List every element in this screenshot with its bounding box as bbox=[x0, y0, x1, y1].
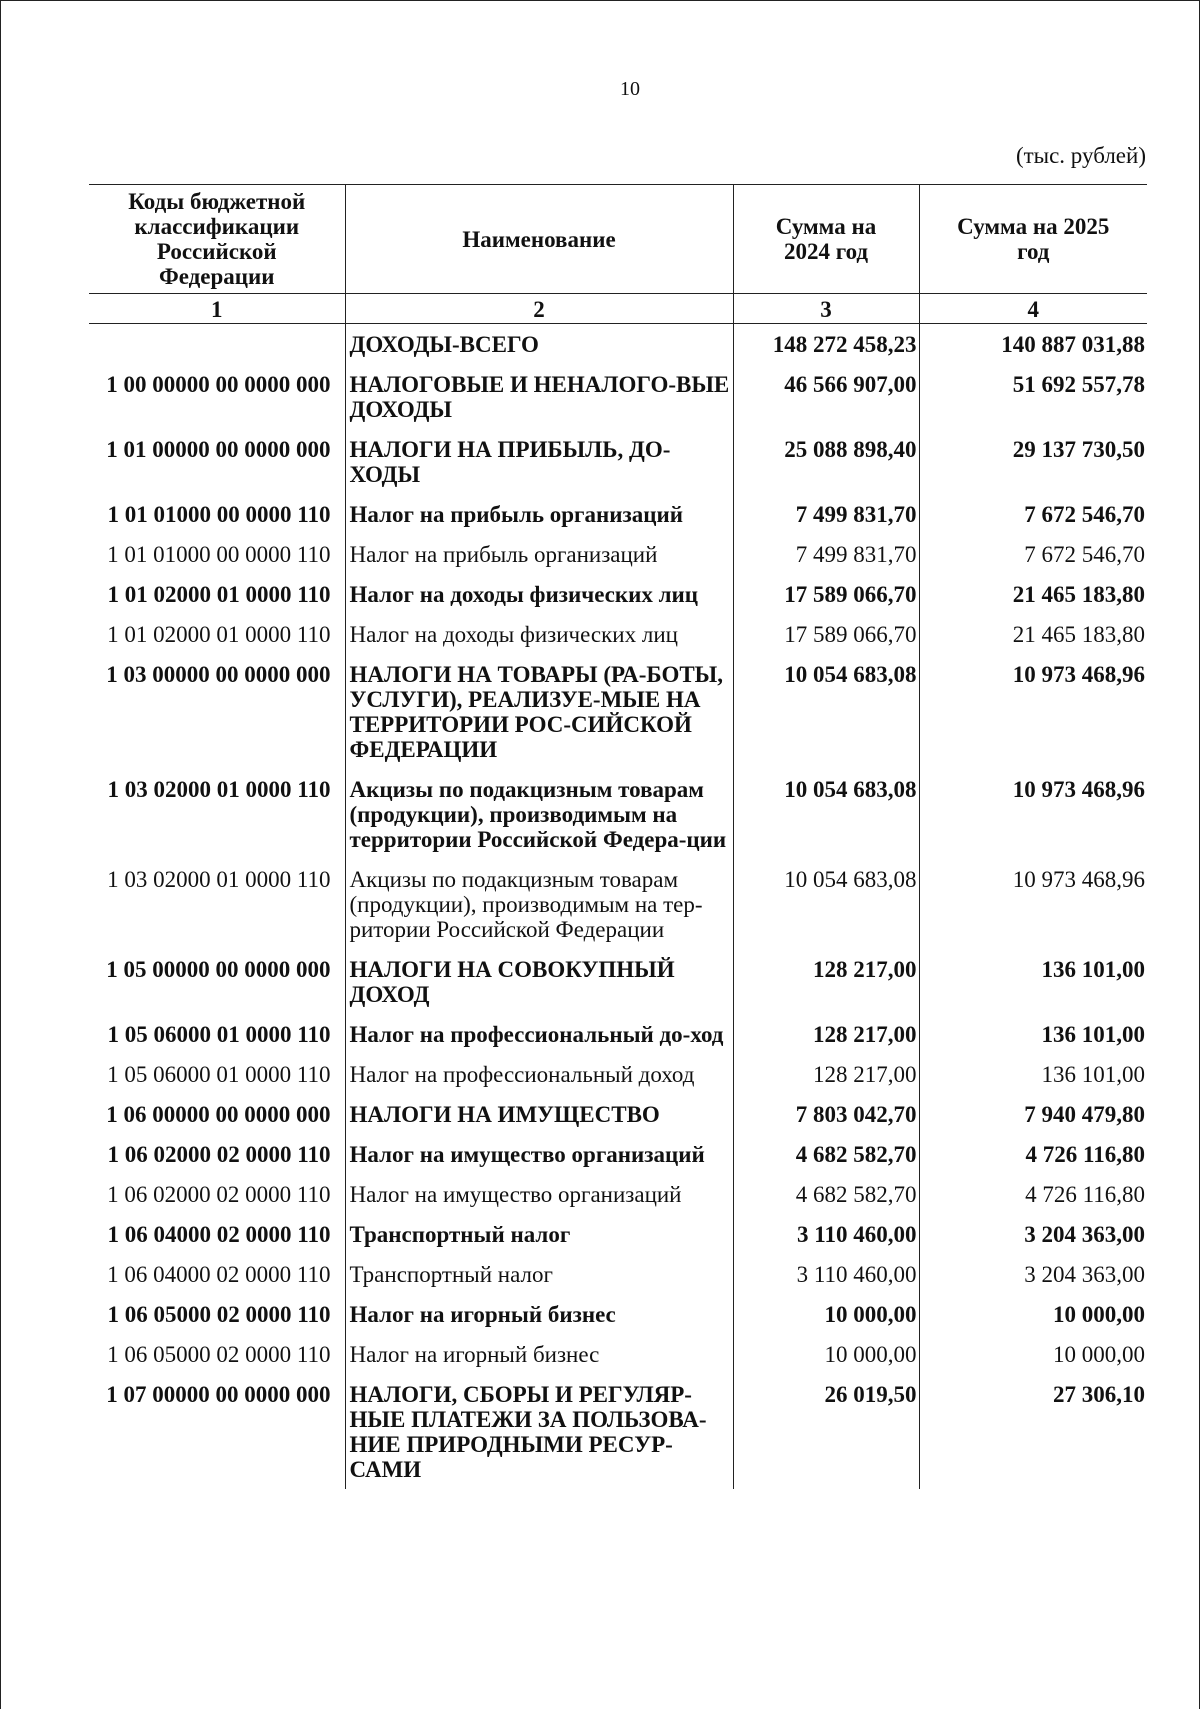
budget-code-cell: 1 06 05000 02 0000 110 bbox=[107, 1302, 331, 1327]
item-name-cell: Акцизы по подакцизным товарам (продукции), производимым на тер-ритории Российской Федерации bbox=[345, 859, 733, 949]
budget-code-cell bbox=[89, 324, 345, 365]
item-name-cell: Налог на прибыль организаций bbox=[345, 534, 733, 574]
item-name-cell: Налог на имущество организаций bbox=[345, 1134, 733, 1174]
budget-code-cell: 1 06 05000 02 0000 110 bbox=[107, 1342, 331, 1367]
table-header-row bbox=[89, 185, 1147, 294]
sum-2025-cell: 136 101,00 bbox=[919, 1054, 1147, 1094]
sum-2025-cell: 7 672 546,70 bbox=[919, 534, 1147, 574]
sum-2025-cell: 29 137 730,50 bbox=[919, 429, 1147, 494]
table-row bbox=[89, 1014, 1147, 1054]
item-name-cell: Налог на профессиональный доход bbox=[345, 1054, 733, 1094]
header-name: Наименование bbox=[345, 185, 733, 294]
sum-2025-cell: 4 726 116,80 bbox=[919, 1134, 1147, 1174]
column-number: 2 bbox=[345, 294, 733, 324]
page-number: 10 bbox=[620, 78, 640, 100]
budget-code-cell: 1 01 01000 00 0000 110 bbox=[107, 542, 331, 567]
item-name-cell: Налог на доходы физических лиц bbox=[345, 614, 733, 654]
sum-2024-cell: 10 000,00 bbox=[733, 1294, 919, 1334]
sum-2024-cell: 17 589 066,70 bbox=[733, 574, 919, 614]
column-number: 1 bbox=[89, 294, 345, 324]
table-row bbox=[89, 534, 1147, 574]
budget-table bbox=[89, 184, 1147, 1489]
sum-2025-cell: 51 692 557,78 bbox=[919, 364, 1147, 429]
budget-code-cell: 1 03 00000 00 0000 000 bbox=[106, 662, 331, 687]
sum-2024-cell: 128 217,00 bbox=[733, 1054, 919, 1094]
sum-2024-cell: 17 589 066,70 bbox=[733, 614, 919, 654]
item-name-cell: ДОХОДЫ-ВСЕГО bbox=[345, 324, 733, 365]
budget-code-cell: 1 03 02000 01 0000 110 bbox=[107, 777, 331, 802]
table-row bbox=[89, 1294, 1147, 1334]
sum-2025-cell: 136 101,00 bbox=[919, 949, 1147, 1014]
item-name-cell: Транспортный налог bbox=[345, 1254, 733, 1294]
sum-2025-cell: 10 973 468,96 bbox=[919, 769, 1147, 859]
column-number: 3 bbox=[733, 294, 919, 324]
sum-2025-cell: 140 887 031,88 bbox=[919, 324, 1147, 365]
sum-2024-cell: 7 499 831,70 bbox=[733, 494, 919, 534]
sum-2024-cell: 25 088 898,40 bbox=[733, 429, 919, 494]
header-sum-2024: Сумма на 2024 год bbox=[733, 185, 919, 294]
column-number: 4 bbox=[919, 294, 1147, 324]
table-row bbox=[89, 654, 1147, 769]
sum-2025-cell: 10 973 468,96 bbox=[919, 654, 1147, 769]
sum-2024-cell: 128 217,00 bbox=[733, 949, 919, 1014]
budget-code-cell: 1 05 00000 00 0000 000 bbox=[106, 957, 331, 982]
budget-code-cell: 1 01 01000 00 0000 110 bbox=[107, 502, 331, 527]
sum-2024-cell: 148 272 458,23 bbox=[733, 324, 919, 365]
sum-2024-cell: 4 682 582,70 bbox=[733, 1134, 919, 1174]
sum-2025-cell: 3 204 363,00 bbox=[919, 1254, 1147, 1294]
item-name-cell: Налог на игорный бизнес bbox=[345, 1334, 733, 1374]
sum-2024-cell: 10 054 683,08 bbox=[733, 654, 919, 769]
sum-2024-cell: 10 000,00 bbox=[733, 1334, 919, 1374]
table-row bbox=[89, 1334, 1147, 1374]
table-row bbox=[89, 429, 1147, 494]
item-name-cell: Налог на прибыль организаций bbox=[345, 494, 733, 534]
budget-code-cell: 1 00 00000 00 0000 000 bbox=[106, 372, 331, 397]
table-row bbox=[89, 769, 1147, 859]
item-name-cell: Транспортный налог bbox=[345, 1214, 733, 1254]
sum-2024-cell: 10 054 683,08 bbox=[733, 859, 919, 949]
table-row bbox=[89, 494, 1147, 534]
table-row bbox=[89, 1094, 1147, 1134]
item-name-cell: НАЛОГОВЫЕ И НЕНАЛОГО-ВЫЕ ДОХОДЫ bbox=[345, 364, 733, 429]
sum-2025-cell: 4 726 116,80 bbox=[919, 1174, 1147, 1214]
sum-2024-cell: 128 217,00 bbox=[733, 1014, 919, 1054]
item-name-cell: Налог на доходы физических лиц bbox=[345, 574, 733, 614]
item-name-cell: Налог на профессиональный до-ход bbox=[345, 1014, 733, 1054]
sum-2025-cell: 136 101,00 bbox=[919, 1014, 1147, 1054]
sum-2024-cell: 3 110 460,00 bbox=[733, 1254, 919, 1294]
sum-2025-cell: 7 672 546,70 bbox=[919, 494, 1147, 534]
item-name-cell: НАЛОГИ, СБОРЫ И РЕГУЛЯР-НЫЕ ПЛАТЕЖИ ЗА ПОЛЬЗОВА-НИЕ ПРИРОДНЫМИ РЕСУР-САМИ bbox=[345, 1374, 733, 1489]
item-name-cell: Налог на игорный бизнес bbox=[345, 1294, 733, 1334]
sum-2025-cell: 10 973 468,96 bbox=[919, 859, 1147, 949]
sum-2025-cell: 10 000,00 bbox=[919, 1294, 1147, 1334]
sum-2024-cell: 7 499 831,70 bbox=[733, 534, 919, 574]
sum-2024-cell: 26 019,50 bbox=[733, 1374, 919, 1489]
item-name-cell: Акцизы по подакцизным товарам (продукции), производимым на территории Российской Федера-ции bbox=[345, 769, 733, 859]
budget-code-cell: 1 06 00000 00 0000 000 bbox=[106, 1102, 331, 1127]
units-label: (тыс. рублей) bbox=[1015, 143, 1146, 168]
header-codes: Коды бюджетной классификации Российской Федерации bbox=[89, 185, 345, 294]
item-name-cell: Налог на имущество организаций bbox=[345, 1174, 733, 1214]
budget-code-cell: 1 07 00000 00 0000 000 bbox=[106, 1382, 331, 1407]
sum-2024-cell: 3 110 460,00 bbox=[733, 1214, 919, 1254]
table-row bbox=[89, 574, 1147, 614]
budget-code-cell: 1 06 04000 02 0000 110 bbox=[107, 1222, 331, 1247]
table-row bbox=[89, 1254, 1147, 1294]
item-name-cell: НАЛОГИ НА ПРИБЫЛЬ, ДО-ХОДЫ bbox=[345, 429, 733, 494]
column-number-row bbox=[89, 294, 1147, 324]
budget-code-cell: 1 01 02000 01 0000 110 bbox=[107, 622, 331, 647]
table-row bbox=[89, 324, 1147, 365]
sum-2024-cell: 4 682 582,70 bbox=[733, 1174, 919, 1214]
sum-2025-cell: 21 465 183,80 bbox=[919, 574, 1147, 614]
table-row bbox=[89, 949, 1147, 1014]
sum-2025-cell: 27 306,10 bbox=[919, 1374, 1147, 1489]
budget-code-cell: 1 06 04000 02 0000 110 bbox=[107, 1262, 331, 1287]
sum-2024-cell: 46 566 907,00 bbox=[733, 364, 919, 429]
sum-2025-cell: 3 204 363,00 bbox=[919, 1214, 1147, 1254]
table-row bbox=[89, 1214, 1147, 1254]
budget-code-cell: 1 03 02000 01 0000 110 bbox=[107, 867, 331, 892]
budget-code-cell: 1 06 02000 02 0000 110 bbox=[107, 1182, 331, 1207]
budget-code-cell: 1 01 02000 01 0000 110 bbox=[107, 582, 331, 607]
sum-2025-cell: 7 940 479,80 bbox=[919, 1094, 1147, 1134]
table-row bbox=[89, 364, 1147, 429]
table-row bbox=[89, 1054, 1147, 1094]
item-name-cell: НАЛОГИ НА СОВОКУПНЫЙ ДОХОД bbox=[345, 949, 733, 1014]
header-sum-2025: Сумма на 2025 год bbox=[919, 185, 1147, 294]
sum-2025-cell: 21 465 183,80 bbox=[919, 614, 1147, 654]
table-row bbox=[89, 1134, 1147, 1174]
budget-code-cell: 1 05 06000 01 0000 110 bbox=[107, 1062, 331, 1087]
sum-2025-cell: 10 000,00 bbox=[919, 1334, 1147, 1374]
budget-code-cell: 1 06 02000 02 0000 110 bbox=[107, 1142, 331, 1167]
budget-code-cell: 1 05 06000 01 0000 110 bbox=[107, 1022, 331, 1047]
sum-2024-cell: 7 803 042,70 bbox=[733, 1094, 919, 1134]
item-name-cell: НАЛОГИ НА ИМУЩЕСТВО bbox=[345, 1094, 733, 1134]
sum-2024-cell: 10 054 683,08 bbox=[733, 769, 919, 859]
item-name-cell: НАЛОГИ НА ТОВАРЫ (РА-БОТЫ, УСЛУГИ), РЕАЛИЗУЕ-МЫЕ НА ТЕРРИТОРИИ РОС-СИЙСКОЙ ФЕДЕРАЦИИ bbox=[345, 654, 733, 769]
table-row bbox=[89, 859, 1147, 949]
table-row bbox=[89, 1374, 1147, 1489]
table-row bbox=[89, 614, 1147, 654]
budget-code-cell: 1 01 00000 00 0000 000 bbox=[106, 437, 331, 462]
table-row bbox=[89, 1174, 1147, 1214]
